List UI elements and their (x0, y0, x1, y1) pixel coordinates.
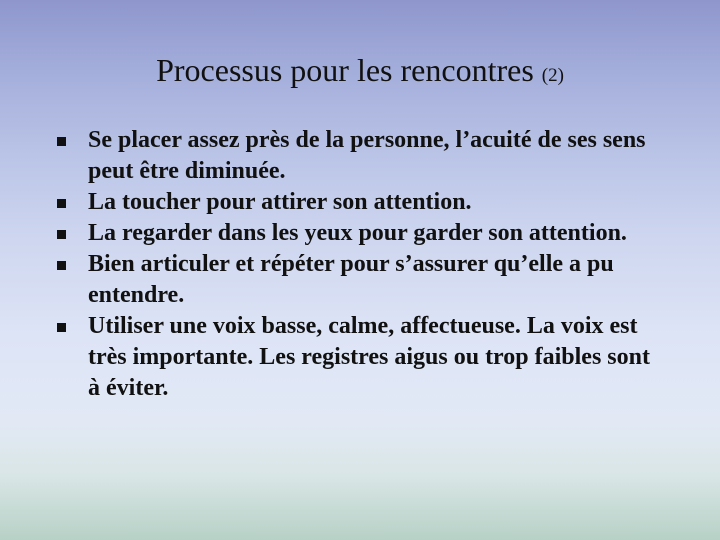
bullet-text: Se placer assez près de la personne, l’acuité de ses sens peut être diminuée. (88, 127, 646, 184)
slide-title (0, 48, 720, 98)
bullet-item (54, 187, 654, 218)
bullet-item (54, 311, 654, 404)
bullet-text: Bien articuler et répéter pour s’assurer qu’elle a pu entendre. (88, 251, 614, 308)
bullet-text: La toucher pour attirer son attention. (88, 189, 472, 215)
bullet-list (54, 125, 654, 404)
square-bullet-icon (57, 323, 66, 332)
slide-title-suffix: (2) (541, 65, 564, 86)
square-bullet-icon (57, 230, 66, 239)
bullet-text: Utiliser une voix basse, calme, affectueuse. La voix est très importante. Les registres aigus ou trop faibles sont à éviter. (88, 313, 650, 401)
slide-title-text: Processus pour les rencontres (156, 52, 534, 88)
bullet-item (54, 249, 654, 311)
bullet-text: La regarder dans les yeux pour garder son attention. (88, 220, 627, 246)
square-bullet-icon (57, 137, 66, 146)
square-bullet-icon (57, 199, 66, 208)
bullet-item (54, 218, 654, 249)
bullet-item (54, 125, 654, 187)
square-bullet-icon (57, 261, 66, 270)
